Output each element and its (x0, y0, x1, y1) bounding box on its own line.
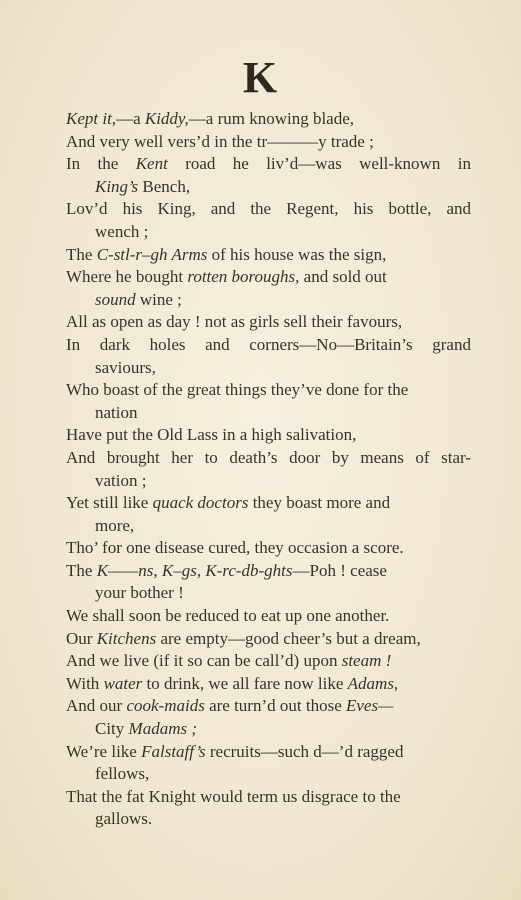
verse-line: saviours, (95, 357, 156, 377)
verse-line: sound wine ; (95, 289, 182, 309)
verse-line: And brought her to death’s door by means of star- (66, 447, 471, 467)
verse-line: The C-stl-r–gh Arms of his house was the sign, (66, 244, 387, 264)
verse-line: That the fat Knight would term us disgrace to the (66, 786, 401, 806)
verse-line: fellows, (95, 764, 150, 784)
verse-line: wench ; (95, 221, 149, 241)
section-initial-letter: K (242, 53, 279, 102)
verse-line: Lov’d his King, and the Regent, his bottle, and (66, 199, 471, 219)
verse-line: With water to drink, we all fare now like Adams, (66, 673, 399, 693)
verse-line: vation ; (95, 470, 147, 490)
verse-line: And we live (if it so can be call’d) upon steam ! (66, 651, 392, 671)
verse-line: The K——ns, K–gs, K-rc-db-ghts—Poh ! cease (66, 560, 387, 580)
verse-line: Our Kitchens are empty—good cheer’s but a dream, (66, 628, 421, 648)
verse-line: In dark holes and corners—No—Britain’s grand (66, 334, 471, 354)
verse-line: gallows. (95, 809, 153, 829)
verse-line: City Madams ; (95, 719, 198, 739)
verse-line: Who boast of the great things they’ve done for the (66, 380, 409, 400)
verse-line: We’re like Falstaff’s recruits—such d—’d ragged (66, 741, 404, 761)
verse-line: In the Kent road he liv’d—was well-known in (66, 154, 471, 174)
verse-line: We shall soon be reduced to eat up one another. (66, 606, 390, 626)
verse-line: Have put the Old Lass in a high salivation, (66, 425, 357, 445)
verse-line: your bother ! (95, 583, 184, 603)
verse-line: Kept it,—a Kiddy,—a rum knowing blade, (66, 109, 355, 128)
verse-body (66, 108, 471, 831)
verse-line: more, (95, 515, 135, 535)
verse-line: Tho’ for one disease cured, they occasion a score. (66, 538, 404, 558)
verse-line: Where he bought rotten boroughs, and sold out (66, 267, 387, 287)
verse-line: Yet still like quack doctors they boast more and (66, 493, 391, 513)
verse-line: King’s Bench, (95, 176, 191, 196)
verse-line: All as open as day ! not as girls sell their favours, (66, 312, 403, 332)
verse-line: nation (95, 402, 138, 422)
verse-line: And our cook-maids are turn’d out those Eves— (66, 696, 394, 716)
verse-line: And very well vers’d in the tr———y trade ; (66, 131, 374, 151)
